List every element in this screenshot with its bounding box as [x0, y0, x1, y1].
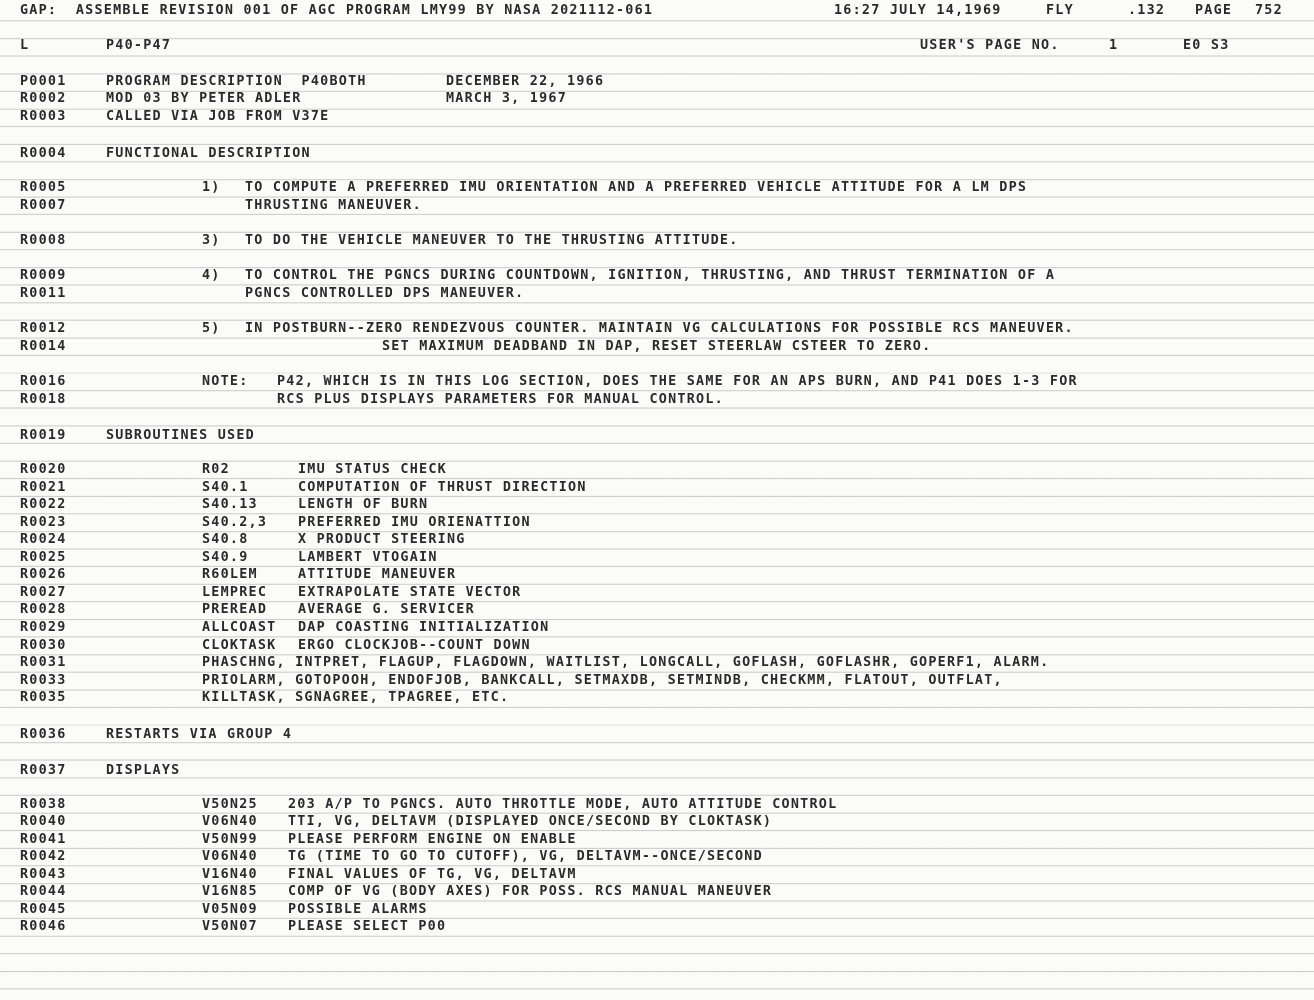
line-id: R0044 — [20, 884, 67, 899]
line-id: R0031 — [20, 655, 67, 670]
item-number: 4) — [202, 268, 221, 283]
subroutine-description: IMU STATUS CHECK — [298, 462, 447, 477]
section-heading: DISPLAYS — [106, 763, 181, 778]
display-description: 203 A/P TO PGNCS. AUTO THROTTLE MODE, AUTO ATTITUDE CONTROL — [288, 797, 838, 812]
line-id: R0012 — [20, 321, 67, 336]
note-text: RCS PLUS DISPLAYS PARAMETERS FOR MANUAL CONTROL. — [277, 392, 724, 407]
display-verb-noun: V06N40 — [202, 849, 258, 864]
program-mod-date: MARCH 3, 1967 — [446, 91, 568, 106]
display-verb-noun: V16N40 — [202, 867, 258, 882]
subroutine-name: LEMPREC — [202, 585, 268, 600]
line-id: R0033 — [20, 673, 67, 688]
display-verb-noun: V05N09 — [202, 902, 258, 917]
subroutine-name: CLOKTASK — [202, 638, 277, 653]
subroutine-name: S40.1 — [202, 480, 249, 495]
line-id: R0028 — [20, 602, 67, 617]
display-verb-noun: V16N85 — [202, 884, 258, 899]
subroutine-list: PRIOLARM, GOTOPOOH, ENDOFJOB, BANKCALL, SETMAXDB, SETMINDB, CHECKMM, FLATOUT, OUTFLAT, — [202, 673, 1003, 688]
line-id: R0042 — [20, 849, 67, 864]
subroutine-description: ATTITUDE MANEUVER — [298, 567, 457, 582]
description-text: SET MAXIMUM DEADBAND IN DAP, RESET STEERLAW CSTEER TO ZERO. — [382, 339, 932, 354]
line-id: R0026 — [20, 567, 67, 582]
subroutine-description: ERGO CLOCKJOB--COUNT DOWN — [298, 638, 531, 653]
header-page-label: PAGE — [1195, 3, 1233, 18]
subroutine-name: PREREAD — [202, 602, 268, 617]
line-id: R0040 — [20, 814, 67, 829]
header-page-number: 752 — [1255, 3, 1283, 18]
subroutine-description: PREFERRED IMU ORIENATTION — [298, 515, 531, 530]
line-id: R0027 — [20, 585, 67, 600]
subroutine-name: S40.8 — [202, 532, 249, 547]
line-id: R0046 — [20, 919, 67, 934]
line-id: R0025 — [20, 550, 67, 565]
subroutine-list: PHASCHNG, INTPRET, FLAGUP, FLAGDOWN, WAITLIST, LONGCALL, GOFLASH, GOFLASHR, GOPERF1, ALARM. — [202, 655, 1050, 670]
description-text: TO COMPUTE A PREFERRED IMU ORIENTATION AND A PREFERRED VEHICLE ATTITUDE FOR A LM DPS — [245, 180, 1028, 195]
line-id: R0023 — [20, 515, 67, 530]
description-text: PGNCS CONTROLLED DPS MANEUVER. — [245, 286, 525, 301]
subroutine-description: EXTRAPOLATE STATE VECTOR — [298, 585, 522, 600]
line-id: R0018 — [20, 392, 67, 407]
line-id: R0004 — [20, 146, 67, 161]
section-heading: SUBROUTINES USED — [106, 428, 255, 443]
program-mod: MOD 03 BY PETER ADLER — [106, 91, 302, 106]
display-verb-noun: V06N40 — [202, 814, 258, 829]
line-id: R0008 — [20, 233, 67, 248]
program-date: DECEMBER 22, 1966 — [446, 74, 605, 89]
display-verb-noun: V50N25 — [202, 797, 258, 812]
header-title: GAP: ASSEMBLE REVISION 001 OF AGC PROGRAM LMY99 BY NASA 2021112-061 — [20, 3, 654, 18]
item-number: 1) — [202, 180, 221, 195]
item-number: 3) — [202, 233, 221, 248]
line-id: R0024 — [20, 532, 67, 547]
line-id: R0037 — [20, 763, 67, 778]
subroutine-description: AVERAGE G. SERVICER — [298, 602, 475, 617]
line-id: R0035 — [20, 690, 67, 705]
line-id: R0038 — [20, 797, 67, 812]
description-text: TO CONTROL THE PGNCS DURING COUNTDOWN, IGNITION, THRUSTING, AND THRUST TERMINATION OF A — [245, 268, 1056, 283]
display-description: COMP OF VG (BODY AXES) FOR POSS. RCS MANUAL MANEUVER — [288, 884, 773, 899]
subheader-section: P40-P47 — [106, 38, 172, 53]
section-heading: FUNCTIONAL DESCRIPTION — [106, 146, 311, 161]
line-id: R0022 — [20, 497, 67, 512]
subroutine-description: DAP COASTING INITIALIZATION — [298, 620, 550, 635]
line-id: R0009 — [20, 268, 67, 283]
line-id: R0029 — [20, 620, 67, 635]
header-mode: FLY — [1046, 3, 1074, 18]
program-description: PROGRAM DESCRIPTION P40BOTH — [106, 74, 367, 89]
program-call: CALLED VIA JOB FROM V37E — [106, 109, 330, 124]
users-page-number: 1 — [1109, 38, 1119, 53]
line-id: R0007 — [20, 198, 67, 213]
subroutine-description: LAMBERT VTOGAIN — [298, 550, 438, 565]
line-id: R0021 — [20, 480, 67, 495]
display-verb-noun: V50N07 — [202, 919, 258, 934]
line-id: R0003 — [20, 109, 67, 124]
subroutine-list: KILLTASK, SGNAGREE, TPAGREE, ETC. — [202, 690, 510, 705]
header-datetime: 16:27 JULY 14,1969 — [834, 3, 1002, 18]
line-id: R0043 — [20, 867, 67, 882]
description-text: IN POSTBURN--ZERO RENDEZVOUS COUNTER. MAINTAIN VG CALCULATIONS FOR POSSIBLE RCS MANEUVER. — [245, 321, 1074, 336]
edition-code: E0 S3 — [1183, 38, 1230, 53]
users-page-label: USER'S PAGE NO. — [920, 38, 1060, 53]
subheader-marker: L — [20, 38, 30, 53]
line-id: R0045 — [20, 902, 67, 917]
line-id: R0041 — [20, 832, 67, 847]
display-description: PLEASE SELECT P00 — [288, 919, 447, 934]
subroutine-name: R60LEM — [202, 567, 258, 582]
note-label: NOTE: — [202, 374, 249, 389]
display-description: FINAL VALUES OF TG, VG, DELTAVM — [288, 867, 577, 882]
display-description: POSSIBLE ALARMS — [288, 902, 428, 917]
line-id: R0005 — [20, 180, 67, 195]
line-id: R0020 — [20, 462, 67, 477]
subroutine-name: S40.2,3 — [202, 515, 268, 530]
description-text: THRUSTING MANEUVER. — [245, 198, 422, 213]
note-text: P42, WHICH IS IN THIS LOG SECTION, DOES THE SAME FOR AN APS BURN, AND P41 DOES 1-3 FOR — [277, 374, 1078, 389]
description-text: TO DO THE VEHICLE MANEUVER TO THE THRUSTING ATTITUDE. — [245, 233, 739, 248]
subroutine-name: R02 — [202, 462, 230, 477]
line-id: R0036 — [20, 727, 67, 742]
header-code: .132 — [1128, 3, 1166, 18]
restarts-text: RESTARTS VIA GROUP 4 — [106, 727, 293, 742]
line-id: R0011 — [20, 286, 67, 301]
display-description: PLEASE PERFORM ENGINE ON ENABLE — [288, 832, 577, 847]
line-id: P0001 — [20, 74, 67, 89]
subroutine-description: LENGTH OF BURN — [298, 497, 429, 512]
line-id: R0030 — [20, 638, 67, 653]
subroutine-description: COMPUTATION OF THRUST DIRECTION — [298, 480, 587, 495]
display-description: TG (TIME TO GO TO CUTOFF), VG, DELTAVM--ONCE/SECOND — [288, 849, 763, 864]
line-id: R0016 — [20, 374, 67, 389]
item-number: 5) — [202, 321, 221, 336]
display-verb-noun: V50N99 — [202, 832, 258, 847]
subroutine-name: S40.13 — [202, 497, 258, 512]
line-id: R0014 — [20, 339, 67, 354]
display-description: TTI, VG, DELTAVM (DISPLAYED ONCE/SECOND BY CLOKTASK) — [288, 814, 773, 829]
line-id: R0002 — [20, 91, 67, 106]
line-id: R0019 — [20, 428, 67, 443]
subroutine-name: S40.9 — [202, 550, 249, 565]
subroutine-description: X PRODUCT STEERING — [298, 532, 466, 547]
subroutine-name: ALLCOAST — [202, 620, 277, 635]
